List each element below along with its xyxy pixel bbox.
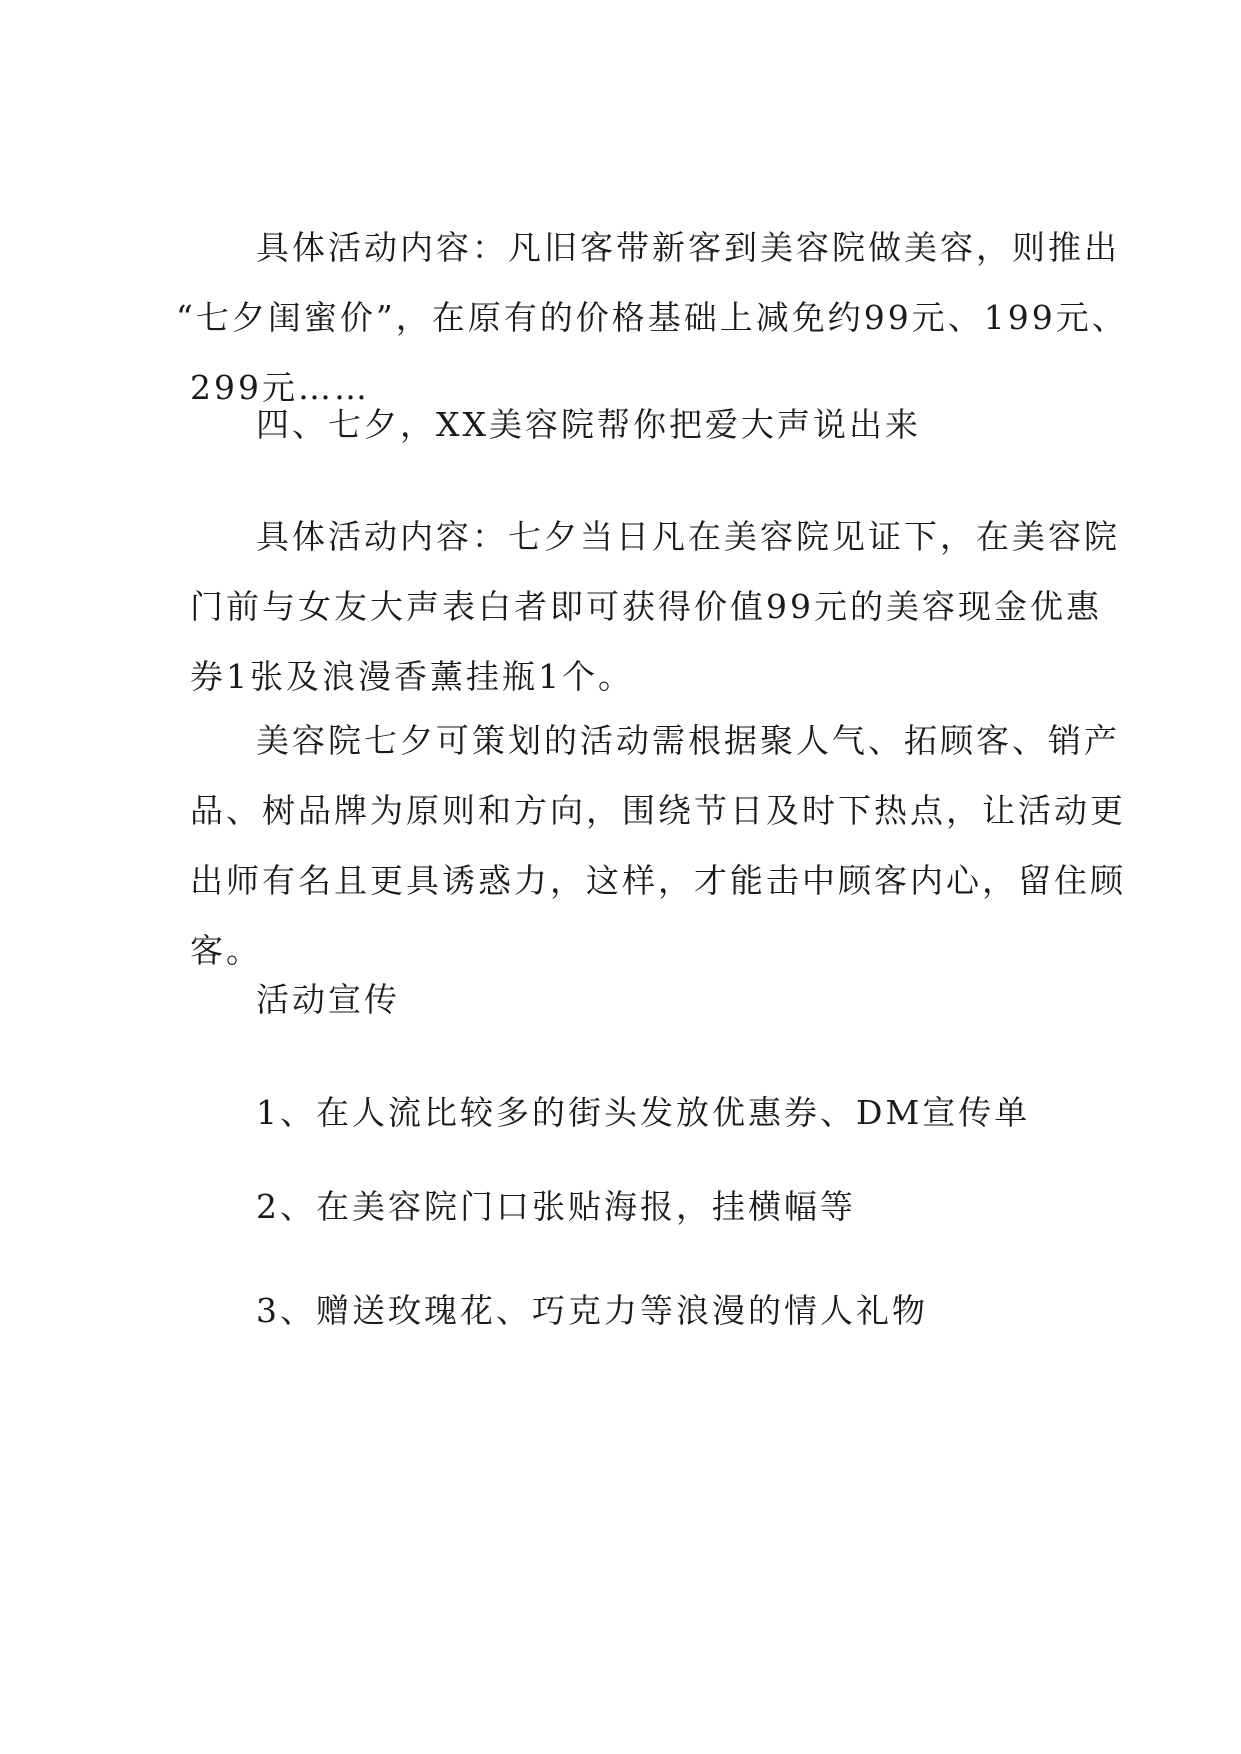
list-item-1 [190, 1078, 1050, 1148]
section-heading-promotion [190, 965, 1050, 1035]
paragraph-line: 客。 [190, 931, 262, 970]
paragraph-summary [190, 706, 1126, 986]
list-item-line: 1、在人流比较多的街头发放优惠券、DM宣传单 [256, 1093, 1031, 1132]
paragraph-line: 门前与女友大声表白者即可获得价值99元的美容现金优惠 [190, 587, 1102, 626]
heading-line: 活动宣传 [256, 980, 400, 1019]
paragraph-line: 券1张及浪漫香薰挂瓶1个。 [190, 657, 634, 696]
list-item-line: 3、赠送玫瑰花、巧克力等浪漫的情人礼物 [256, 1291, 928, 1330]
paragraph-line: 具体活动内容：凡旧客带新客到美容院做美容，则推出 [256, 228, 1120, 267]
heading-line: 四、七夕，XX美容院帮你把爱大声说出来 [256, 405, 921, 444]
paragraph-line: 美容院七夕可策划的活动需根据聚人气、拓顾客、销产 [256, 721, 1120, 760]
list-item-line: 2、在美容院门口张贴海报，挂横幅等 [256, 1187, 856, 1226]
paragraph-line: “七夕闺蜜价”，在原有的价格基础上减免约99元、199元、 [176, 298, 1128, 337]
paragraph-line: 出师有名且更具诱惑力，这样，才能击中顾客内心，留住顾 [190, 861, 1126, 900]
list-item-3 [190, 1276, 1050, 1346]
paragraph-activity-content-2 [190, 502, 1120, 712]
list-item-2 [190, 1172, 1050, 1242]
section-heading-4 [190, 390, 1050, 460]
paragraph-line: 具体活动内容：七夕当日凡在美容院见证下，在美容院 [256, 517, 1120, 556]
paragraph-line: 299元…… [190, 368, 370, 407]
paragraph-line: 品、树品牌为原则和方向，围绕节日及时下热点，让活动更 [190, 791, 1126, 830]
